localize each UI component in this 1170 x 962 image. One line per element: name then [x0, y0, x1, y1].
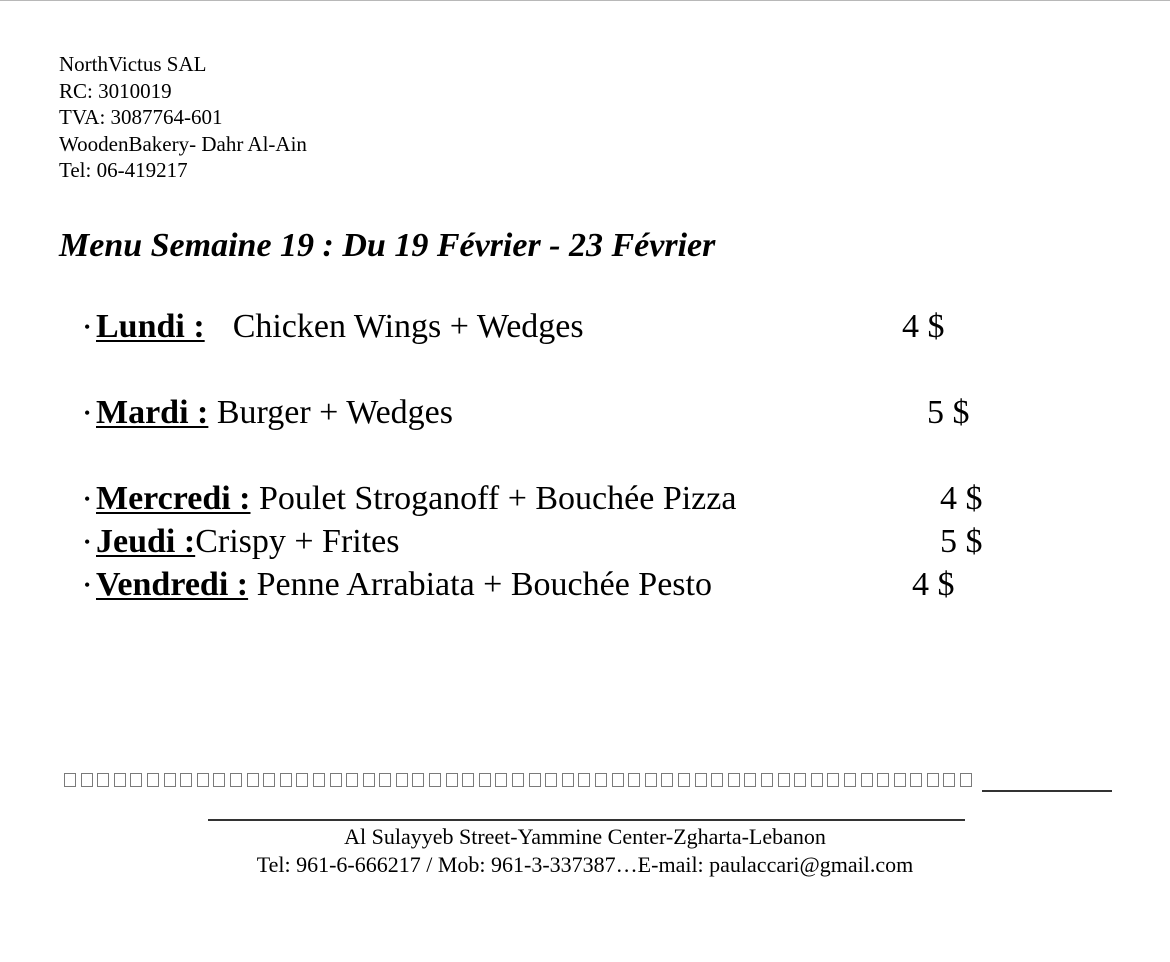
menu-item-text [96, 391, 453, 435]
missing-glyph-box [595, 773, 607, 787]
company-rc: RC: 3010019 [59, 78, 172, 103]
company-header [59, 51, 307, 184]
missing-glyph-box [412, 773, 424, 787]
missing-glyph-box [230, 773, 242, 787]
menu-item-price: 4 $ [902, 308, 945, 345]
missing-glyph-box [346, 773, 358, 787]
missing-glyph-box [81, 773, 93, 787]
missing-glyph-box [562, 773, 574, 787]
page-top-border [0, 0, 1170, 1]
missing-glyph-box [927, 773, 939, 787]
missing-glyph-box [811, 773, 823, 787]
missing-glyph-box [330, 773, 342, 787]
missing-glyph-box [164, 773, 176, 787]
bullet-icon: • [84, 532, 91, 552]
menu-item-text [96, 305, 584, 349]
missing-glyph-box [827, 773, 839, 787]
menu-item-text [96, 477, 736, 521]
missing-glyph-box [695, 773, 707, 787]
missing-glyph-box [628, 773, 640, 787]
bullet-icon: • [84, 489, 91, 509]
missing-glyph-box [894, 773, 906, 787]
footer [0, 823, 1170, 879]
menu-item-day: Mercredi : [96, 480, 251, 517]
menu-item-text [96, 520, 400, 564]
missing-glyph-box [396, 773, 408, 787]
missing-glyph-box [446, 773, 458, 787]
menu-item-mercredi [0, 477, 1170, 521]
menu-item-jeudi [0, 520, 1170, 564]
missing-glyph-box [64, 773, 76, 787]
company-name: NorthVictus SAL [59, 52, 207, 76]
missing-glyph-box [197, 773, 209, 787]
menu-item-dish: Chicken Wings + Wedges [232, 308, 584, 345]
footer-contact: Tel: 961-6-666217 / Mob: 961-3-337387…E-mail: paulaccari@gmail.com [256, 852, 914, 877]
menu-item-dish: Poulet Stroganoff + Bouchée Pizza [259, 480, 737, 517]
missing-glyph-box [130, 773, 142, 787]
menu-item-price: 5 $ [940, 523, 983, 560]
missing-glyph-box [495, 773, 507, 787]
missing-glyph-box [910, 773, 922, 787]
missing-glyph-box [429, 773, 441, 787]
missing-glyph-box [844, 773, 856, 787]
missing-glyph-box [180, 773, 192, 787]
company-tva: TVA: 3087764-601 [59, 105, 223, 129]
missing-glyph-box [247, 773, 259, 787]
missing-glyph-box [147, 773, 159, 787]
menu-item-day: Mardi : [96, 394, 209, 431]
missing-glyph-boxes [64, 773, 982, 789]
missing-glyph-box [678, 773, 690, 787]
glyph-row-underline [982, 790, 1112, 792]
missing-glyph-box [794, 773, 806, 787]
missing-glyph-box [612, 773, 624, 787]
menu-item-day: Jeudi : [96, 523, 196, 560]
missing-glyph-box [529, 773, 541, 787]
missing-glyph-box [296, 773, 308, 787]
missing-glyph-row [64, 771, 1112, 791]
missing-glyph-box [711, 773, 723, 787]
missing-glyph-box [512, 773, 524, 787]
missing-glyph-box [379, 773, 391, 787]
missing-glyph-box [861, 773, 873, 787]
missing-glyph-box [645, 773, 657, 787]
missing-glyph-box [578, 773, 590, 787]
menu-item-mardi [0, 391, 1170, 435]
footer-address: Al Sulayyeb Street-Yammine Center-Zgharta-Lebanon [344, 824, 826, 849]
missing-glyph-box [661, 773, 673, 787]
menu-item-price: 5 $ [927, 394, 970, 431]
missing-glyph-box [943, 773, 955, 787]
bullet-icon: • [84, 403, 91, 423]
menu-item-dish: Burger + Wedges [216, 394, 453, 431]
missing-glyph-box [97, 773, 109, 787]
missing-glyph-box [479, 773, 491, 787]
missing-glyph-box [960, 773, 972, 787]
menu-item-day: Vendredi : [96, 566, 249, 603]
company-branch: WoodenBakery- Dahr Al-Ain [59, 131, 307, 156]
menu-item-price: 4 $ [940, 480, 983, 517]
bullet-icon: • [84, 317, 91, 337]
menu-item-text [96, 563, 712, 607]
missing-glyph-box [263, 773, 275, 787]
missing-glyph-box [761, 773, 773, 787]
menu-item-dish: Penne Arrabiata + Bouchée Pesto [256, 566, 712, 603]
menu-item-price: 4 $ [912, 566, 955, 603]
missing-glyph-box [778, 773, 790, 787]
footer-divider [208, 819, 965, 821]
missing-glyph-box [114, 773, 126, 787]
menu-item-vendredi [0, 563, 1170, 607]
menu-item-day: Lundi : [96, 308, 205, 345]
missing-glyph-box [363, 773, 375, 787]
missing-glyph-box [545, 773, 557, 787]
menu-item-lundi [0, 305, 1170, 349]
menu-title: Menu Semaine 19 : Du 19 Février - 23 Février [59, 227, 716, 264]
missing-glyph-box [744, 773, 756, 787]
missing-glyph-box [280, 773, 292, 787]
company-tel: Tel: 06-419217 [59, 158, 188, 182]
missing-glyph-box [728, 773, 740, 787]
missing-glyph-box [313, 773, 325, 787]
missing-glyph-box [877, 773, 889, 787]
missing-glyph-box [213, 773, 225, 787]
bullet-icon: • [84, 575, 91, 595]
menu-item-dish: Crispy + Frites [195, 523, 400, 560]
missing-glyph-box [462, 773, 474, 787]
